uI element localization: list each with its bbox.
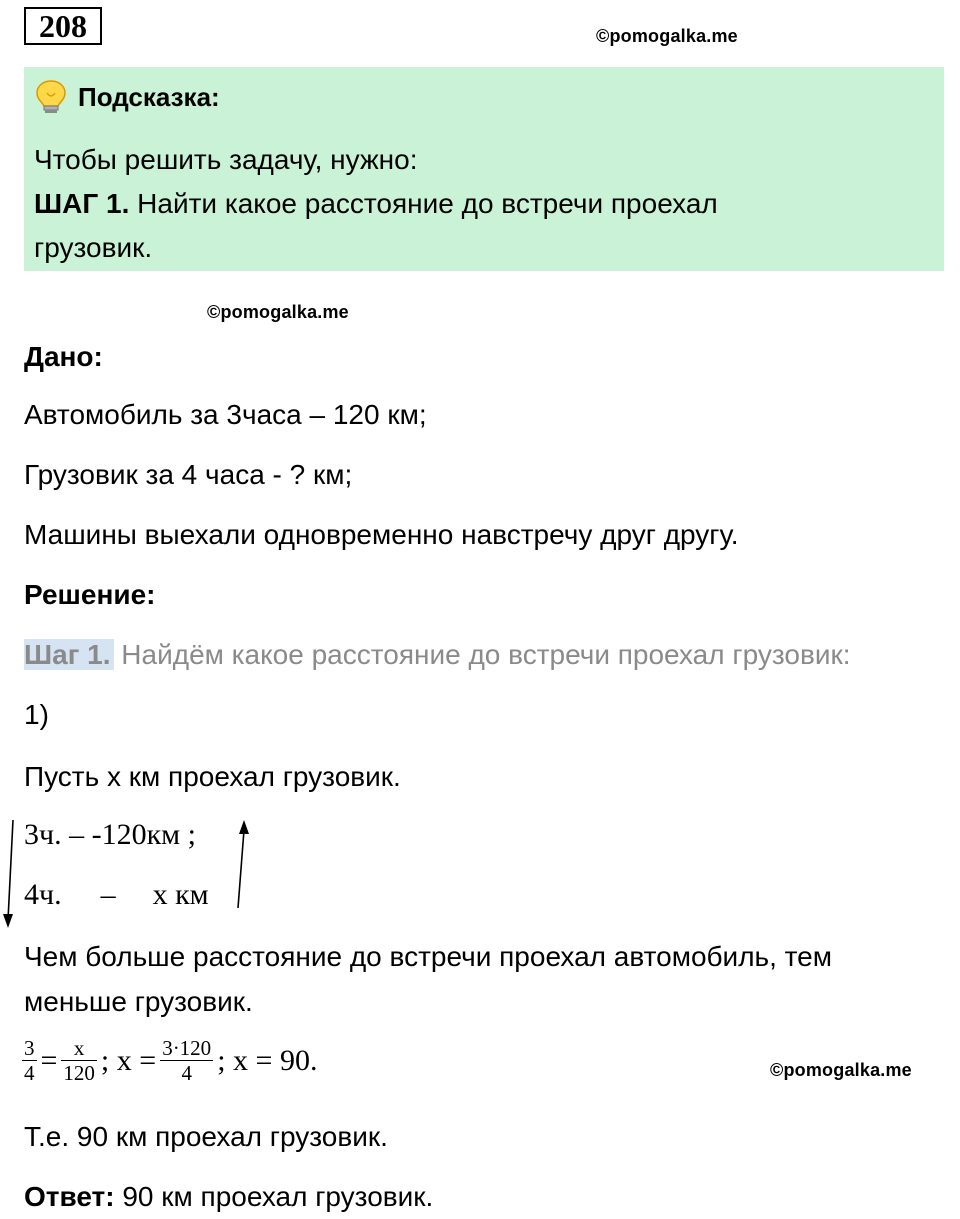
solution-step-line xyxy=(24,638,850,672)
proportion-distance-1: -120км ; xyxy=(91,818,196,851)
hint-step-line xyxy=(34,187,718,221)
answer-text: 90 км проехал грузовик. xyxy=(114,1181,434,1212)
hint-step-label: ШАГ 1. xyxy=(34,188,130,219)
hint-step-text-cont: грузовик. xyxy=(34,232,153,263)
given-line: Автомобиль за 3часа – 120 км; xyxy=(24,399,427,430)
hint-title-text: Подсказка: xyxy=(78,81,220,112)
lightbulb-icon xyxy=(34,79,68,115)
watermark: ©pomogalka.me xyxy=(207,302,349,322)
hint-title xyxy=(34,79,220,115)
item-number: 1) xyxy=(24,699,49,730)
given-title: Дано: xyxy=(24,341,103,372)
reasoning-line: меньше грузовик. xyxy=(24,986,253,1017)
solution-step-text: Найдём какое расстояние до встречи проехал грузовик: xyxy=(113,639,851,670)
hint-intro: Чтобы решить задачу, нужно: xyxy=(34,144,418,175)
let-statement: Пусть x км проехал грузовик. xyxy=(24,761,401,792)
fraction-numerator: x xyxy=(73,1036,85,1060)
reasoning-line: Чем больше расстояние до встречи проехал автомобиль, тем xyxy=(24,941,833,972)
proportion-dash-1: – xyxy=(69,818,85,851)
up-arrow-icon xyxy=(238,820,249,908)
watermark: ©pomogalka.me xyxy=(770,1060,912,1080)
equals-sign: = xyxy=(40,1043,58,1077)
fraction-denominator: 4 xyxy=(181,1061,192,1085)
solution-step-label: Шаг 1. xyxy=(24,639,114,670)
proportion-distance-2: x км xyxy=(152,878,209,911)
watermark: ©pomogalka.me xyxy=(596,26,738,46)
proportion-time-1: 3ч. xyxy=(24,818,62,851)
proportion-dash-2: – xyxy=(100,878,116,911)
fraction xyxy=(22,1036,37,1085)
fraction-denominator: 120 xyxy=(63,1061,95,1085)
fraction xyxy=(61,1036,97,1085)
hint-step-text: Найти какое расстояние до встречи проехал xyxy=(129,188,718,219)
given-line: Грузовик за 4 часа - ? км; xyxy=(24,459,353,490)
equation-separator: ; x = xyxy=(100,1043,157,1077)
answer-line xyxy=(24,1180,433,1214)
solution-title: Решение: xyxy=(24,579,156,610)
fraction-numerator: 3 xyxy=(24,1036,35,1060)
answer-label: Ответ: xyxy=(24,1181,115,1212)
equation-result: ; x = 90. xyxy=(217,1043,318,1077)
conclusion: Т.е. 90 км проехал грузовик. xyxy=(24,1121,388,1152)
proportion-time-2: 4ч. xyxy=(24,878,62,911)
fraction-numerator: 3·120 xyxy=(162,1036,212,1060)
fraction xyxy=(160,1036,213,1085)
given-line: Машины выехали одновременно навстречу друг другу. xyxy=(24,519,739,550)
down-arrow-icon xyxy=(3,820,13,928)
fraction-denominator: 4 xyxy=(24,1061,35,1085)
proportion-arrows xyxy=(0,812,260,932)
equation xyxy=(22,1036,317,1085)
problem-number: 208 xyxy=(24,7,102,45)
